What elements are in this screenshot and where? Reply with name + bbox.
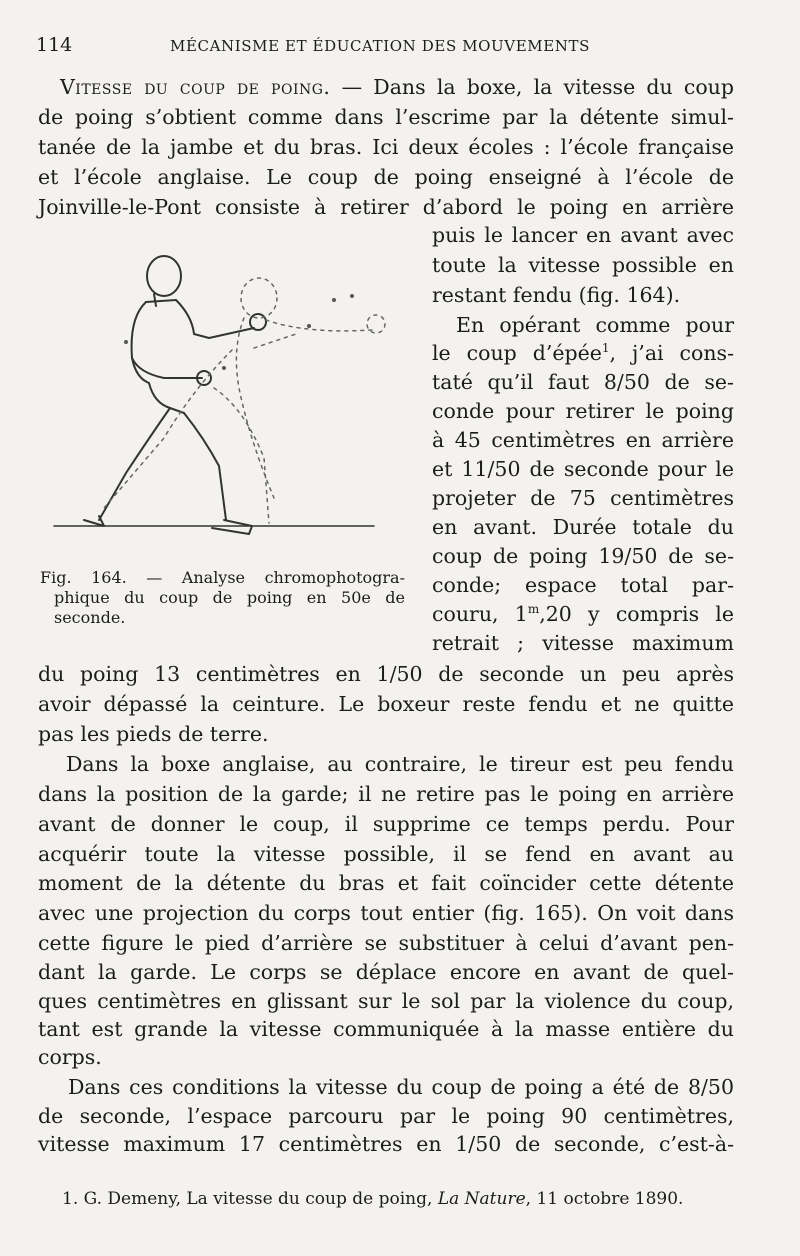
text-line: tant est grande la vitesse communiquée à la masse entière du	[38, 1017, 734, 1041]
text-line: conde; espace total par-	[432, 573, 734, 597]
text-line: du poing 13 centimètres en 1/50 de seconde un peu après	[38, 662, 734, 686]
text-line: projeter de 75 centimètres	[432, 486, 734, 510]
journal-title: La Nature	[437, 1189, 526, 1209]
text-line: vitesse maximum 17 centimètres en 1/50 de seconde, c’est-à-	[38, 1132, 734, 1156]
text-line: Joinville-le-Pont consiste à retirer d’abord le poing en arrière	[38, 195, 734, 219]
text-line: Dans la boxe anglaise, au contraire, le tireur est peu fendu	[66, 752, 734, 776]
text-line: à 45 centimètres en arrière	[432, 428, 734, 452]
boxer-chronophotograph-figure	[44, 238, 416, 548]
text-line: le coup d’épée$^1$, j’ai cons-	[432, 341, 734, 365]
text-line: acquérir toute la vitesse possible, il se fend en avant au	[38, 842, 734, 866]
text-line: Vitesse du coup de poing. — Dans la boxe, la vitesse du coup	[60, 75, 734, 99]
text-line: corps.	[38, 1045, 102, 1069]
running-title: MÉCANISME ET ÉDUCATION DES MOUVEMENTS	[170, 37, 590, 55]
text-line: de poing s’obtient comme dans l’escrime par la détente simul-	[38, 105, 734, 129]
figure-caption: phique du coup de poing en 50e de	[54, 588, 405, 607]
text-line: moment de la détente du bras et fait coïncider cette détente	[38, 871, 734, 895]
running-header	[36, 34, 726, 58]
text-line: et l’école anglaise. Le coup de poing enseigné à l’école de	[38, 165, 734, 189]
text-line: de seconde, l’espace parcouru par le poing 90 centimètres,	[38, 1104, 734, 1128]
text-line: et 11/50 de seconde pour le	[432, 457, 734, 481]
text-line: retrait ; vitesse maximum	[432, 631, 734, 655]
page-number: 114	[36, 34, 73, 56]
footnote: 1. G. Demeny, La vitesse du coup de poing, La Nature, 11 octobre 1890.	[62, 1189, 684, 1209]
text-line: pas les pieds de terre.	[38, 722, 269, 746]
text-line: dant la garde. Le corps se déplace encore en avant de quel-	[38, 960, 734, 984]
figure-caption: seconde.	[54, 608, 126, 627]
section-title: Vitesse du coup de poing.	[60, 75, 331, 99]
figure-caption: Fig. 164. — Analyse chromophotogra-	[40, 568, 405, 587]
text-line: tanée de la jambe et du bras. Ici deux écoles : l’école française	[38, 135, 734, 159]
text-line: avant de donner le coup, il supprime ce temps perdu. Pour	[38, 812, 734, 836]
text-line: puis le lancer en avant avec	[432, 223, 734, 247]
text-line: en avant. Durée totale du	[432, 515, 734, 539]
text-line: avoir dépassé la ceinture. Le boxeur reste fendu et ne quitte	[38, 692, 734, 716]
text-line: conde pour retirer le poing	[432, 399, 734, 423]
text-line: avec une projection du corps tout entier (fig. 165). On voit dans	[38, 901, 734, 925]
text-line: ques centimètres en glissant sur le sol par la violence du coup,	[38, 989, 734, 1013]
text-line: restant fendu (fig. 164).	[432, 283, 681, 307]
text-line: En opérant comme pour	[456, 313, 734, 337]
text-line: dans la position de la garde; il ne retire pas le poing en arrière	[38, 782, 734, 806]
text-line: Dans ces conditions la vitesse du coup de poing a été de 8/50	[68, 1075, 734, 1099]
text-line: coup de poing 19/50 de se-	[432, 544, 734, 568]
text-line: couru, 1$^m$,20 y compris le	[432, 602, 734, 626]
text-line: taté qu’il faut 8/50 de se-	[432, 370, 734, 394]
text-line: cette figure le pied d’arrière se substituer à celui d’avant pen-	[38, 931, 734, 955]
text-line: toute la vitesse possible en	[432, 253, 734, 277]
footnote-marker: 1	[601, 341, 610, 356]
